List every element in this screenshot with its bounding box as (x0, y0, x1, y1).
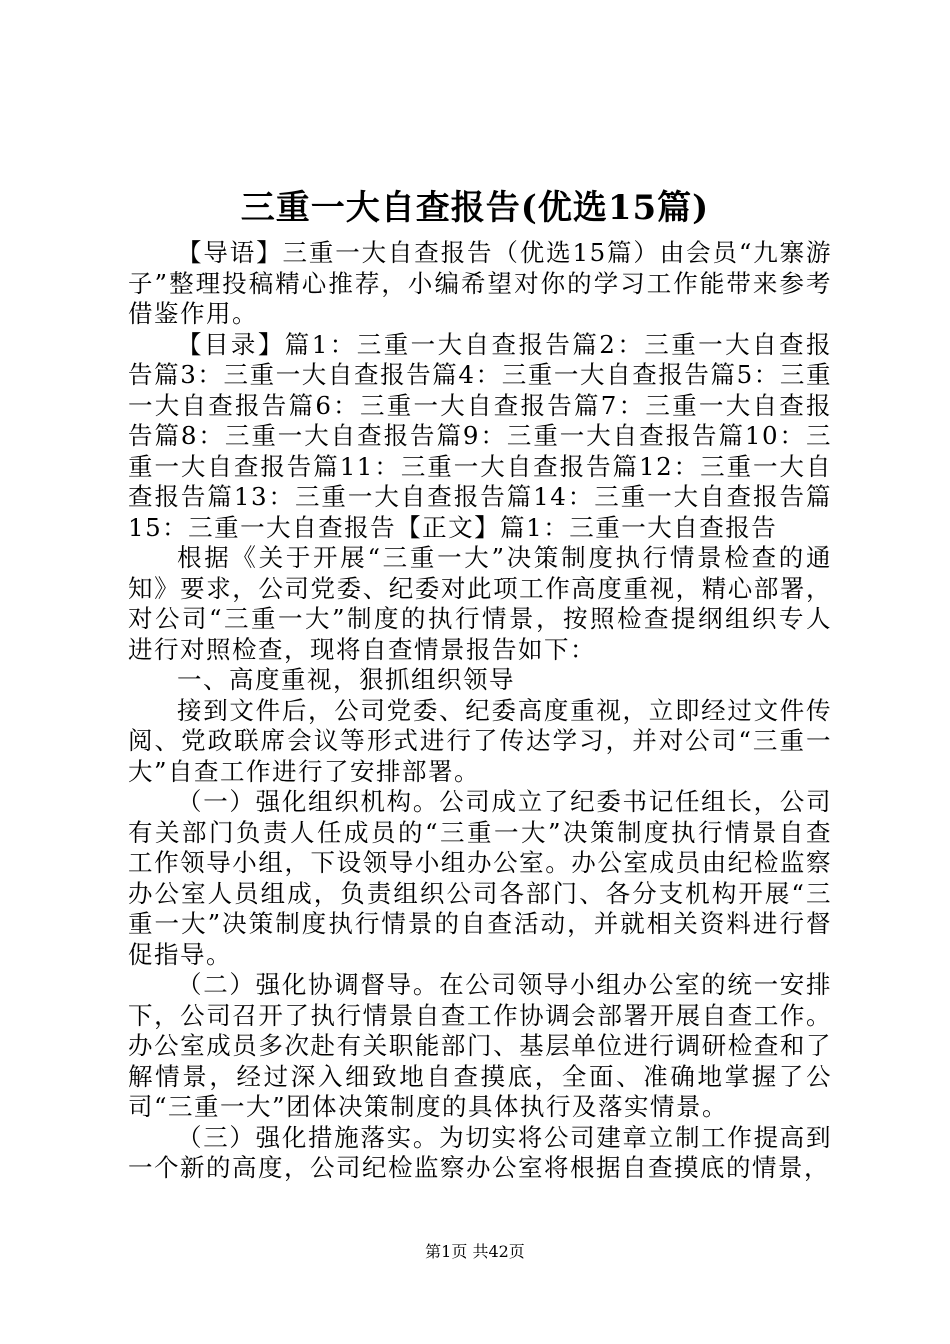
paragraph-coordination: （二）强化协调督导。在公司领导小组办公室的统一安排下，公司召开了执行情景自查工作协调会部署开展自查工作。办公室成员多次赴有关职能部门、基层单位进行调研检查和了解情景，经过深入细致地自查摸底，全面、准确地掌握了公司“三重一大”团体决策制度的具体执行及落实情景。 (128, 970, 832, 1121)
section-heading-1: 一、高度重视，狠抓组织领导 (177, 665, 515, 694)
paragraph-basis: 根据《关于开展“三重一大”决策制度执行情景检查的通知》要求，公司党委、纪委对此项工作高度重视，精心部署，对公司“三重一大”制度的执行情景，按照检查提纲组织专人进行对照检查，现将自查情景报告如下： (128, 543, 832, 664)
document-body (128, 238, 832, 1184)
paragraph-organization: （一）强化组织机构。公司成立了纪委书记任组长，公司有关部门负责人任成员的“三重一大”决策制度执行情景自查工作领导小组，下设领导小组办公室。办公室成员由纪检监察办公室人员组成，负责组织公司各部门、各分支机构开展“三重一大”决策制度执行情景的自查活动，并就相关资料进行督促指导。 (128, 787, 832, 969)
page-number-footer: 第1页 共42页 (425, 1242, 525, 1261)
paragraph-intro: 【导语】三重一大自查报告（优选15篇）由会员“九寨游子”整理投稿精心推荐，小编希望对你的学习工作能带来参考借鉴作用。 (128, 238, 832, 328)
paragraph-toc: 【目录】篇1：三重一大自查报告篇2：三重一大自查报告篇3：三重一大自查报告篇4：三重一大自查报告篇5：三重一大自查报告篇6：三重一大自查报告篇7：三重一大自查报告篇8：三重一大自查报告篇9：三重一大自查报告篇10：三重一大自查报告篇11：三重一大自查报告篇12：三重一大自查报告篇13：三重一大自查报告篇14：三重一大自查报告篇15：三重一大自查报告【正文】篇1：三重一大自查报告 (128, 329, 832, 542)
paragraph-measures: （三）强化措施落实。为切实将公司建章立制工作提高到一个新的高度，公司纪检监察办公室将根据自查摸底的情景， (128, 1122, 832, 1182)
document-title: 三重一大自查报告(优选15篇) (240, 188, 710, 228)
paragraph-receipt: 接到文件后，公司党委、纪委高度重视，立即经过文件传阅、党政联席会议等形式进行了传达学习，并对公司“三重一大”自查工作进行了安排部署。 (128, 695, 832, 786)
